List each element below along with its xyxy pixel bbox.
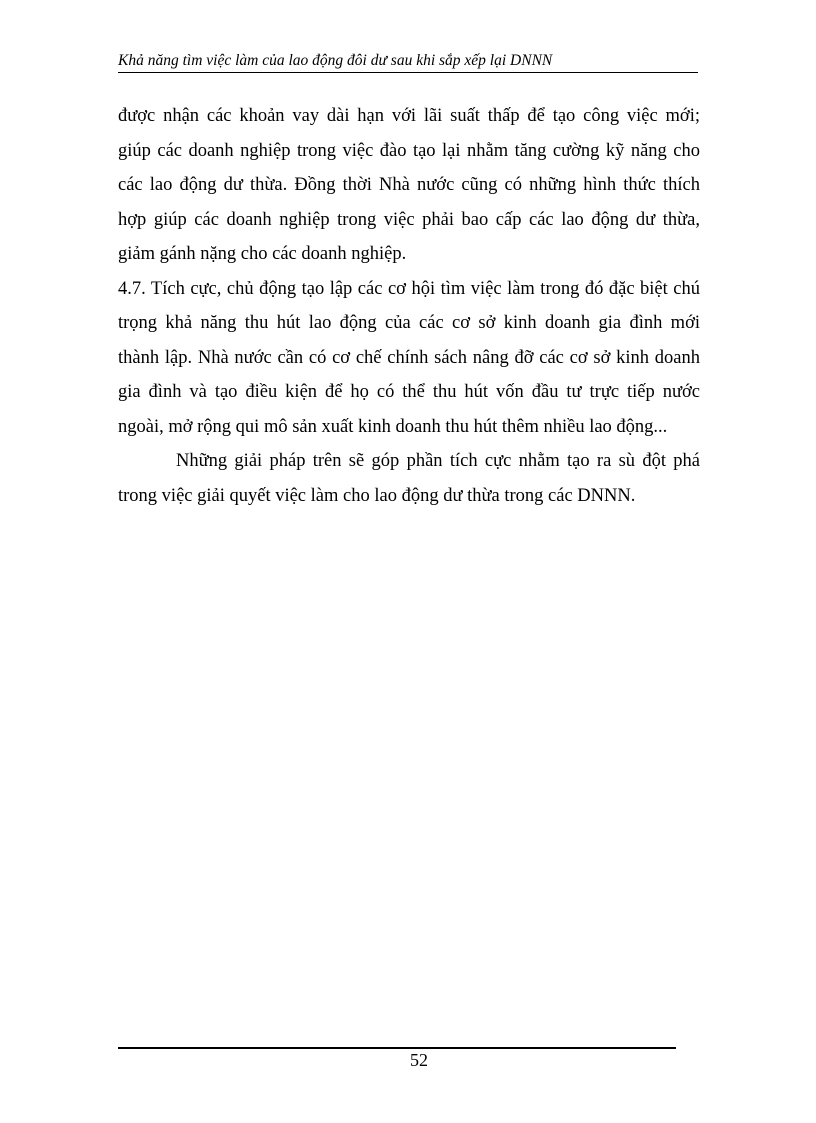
- text-line: được nhận các khoản vay dài hạn với lãi suất thấp để tạo công việc mới;: [118, 106, 700, 126]
- text-line: giảm gánh nặng cho các doanh nghiệp.: [118, 244, 407, 264]
- text-line: thành lập. Nhà nước cần có cơ chế chính sách nâng đỡ các cơ sở kinh doanh: [118, 347, 700, 368]
- text-line: giúp các doanh nghiệp trong việc đào tạo lại nhằm tăng cường kỹ năng cho: [118, 140, 700, 161]
- running-header: Khả năng tìm việc làm của lao động đôi dư sau khi sắp xếp lại DNNN: [118, 52, 553, 69]
- header-divider: [118, 72, 698, 73]
- text-line: trong việc giải quyết việc làm cho lao động dư thừa trong các DNNN.: [118, 485, 636, 506]
- footer-divider: [118, 1047, 676, 1049]
- text-line: Những giải pháp trên sẽ góp phần tích cực nhằm tạo ra sù đột phá: [176, 451, 700, 471]
- document-body: [118, 99, 700, 513]
- page-number: 52: [410, 1050, 428, 1070]
- text-line: các lao động dư thừa. Đồng thời Nhà nước cũng có những hình thức thích: [118, 175, 700, 195]
- text-line: 4.7. Tích cực, chủ động tạo lập các cơ hội tìm việc làm trong đó đặc biệt chú: [118, 278, 700, 299]
- text-line: hợp giúp các doanh nghiệp trong việc phải bao cấp các lao động dư thừa,: [118, 209, 700, 230]
- text-line: gia đình và tạo điều kiện để họ có thể thu hút vốn đầu tư trực tiếp nước: [118, 382, 700, 402]
- text-line: trọng khả năng thu hút lao động của các cơ sở kinh doanh gia đình mới: [118, 313, 700, 333]
- text-line: ngoài, mở rộng qui mô sản xuất kinh doanh thu hút thêm nhiều lao động...: [118, 416, 668, 437]
